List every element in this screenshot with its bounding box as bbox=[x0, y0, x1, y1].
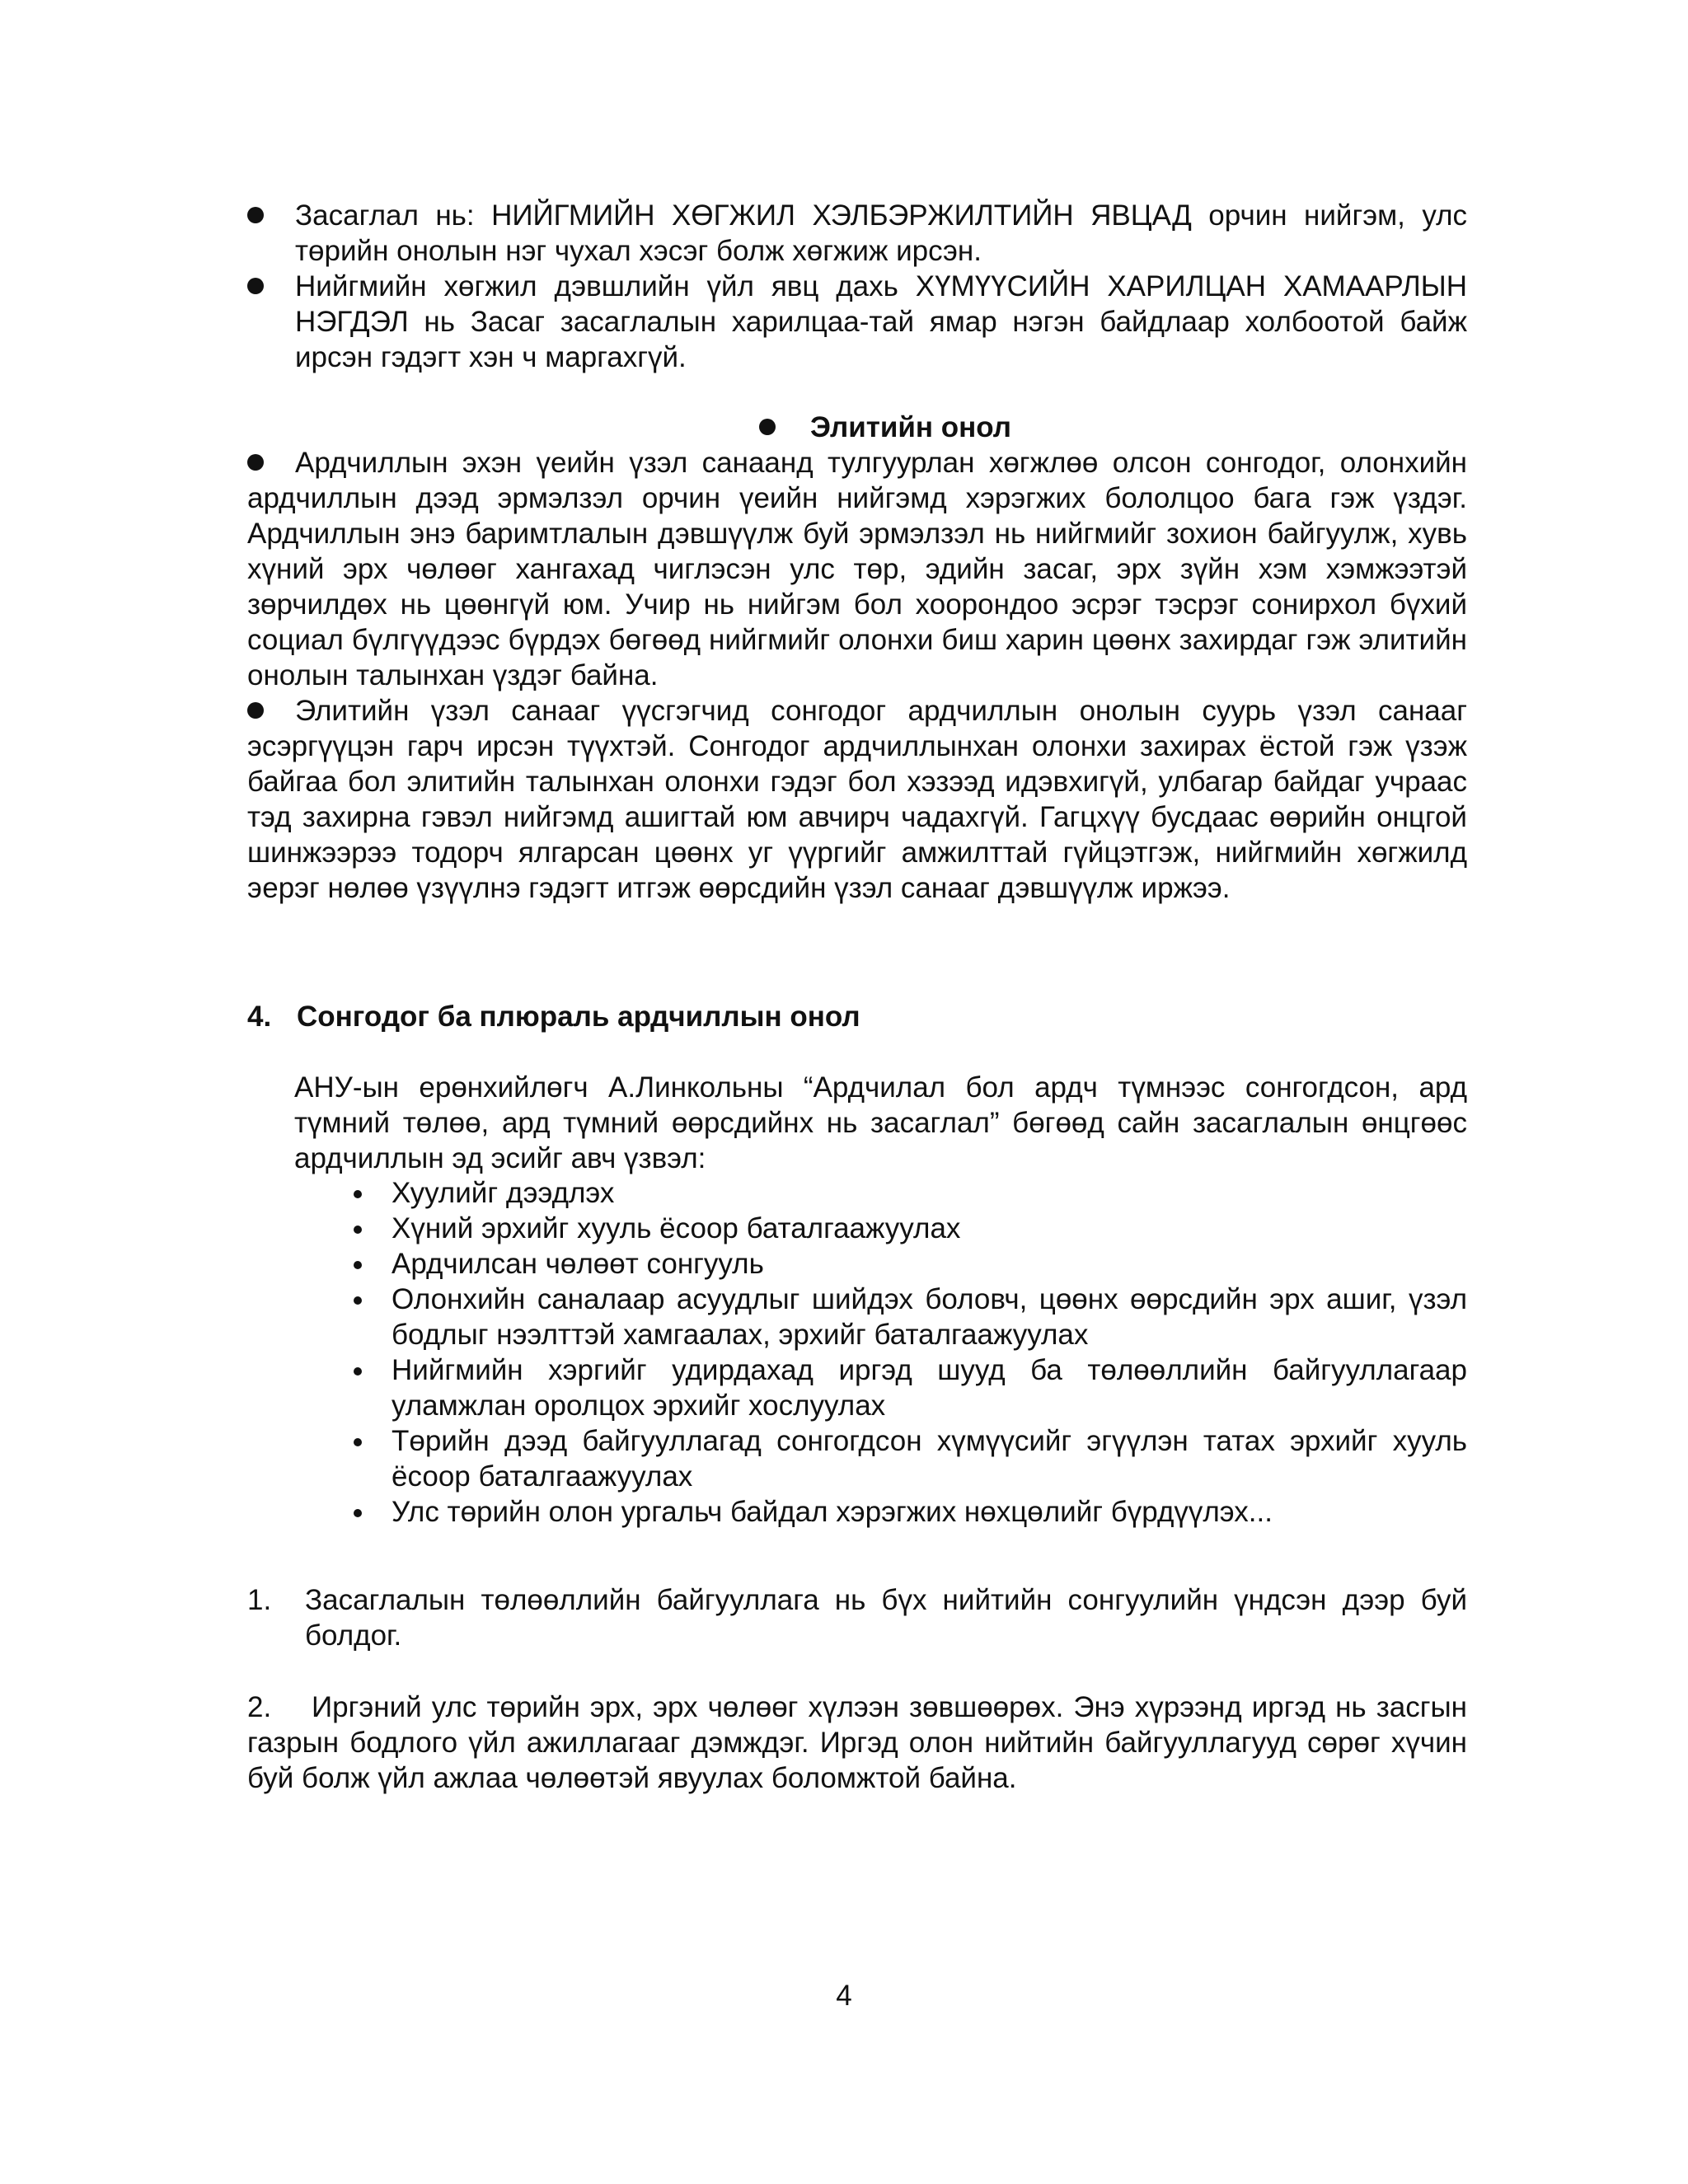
list-item-text: Нийгмийн хэргийг удирдахад иргэд шууд ба төлөөллийн байгууллагаар уламжлан оролцох эрхийг хослуулах bbox=[392, 1354, 1467, 1422]
point-number: 1. bbox=[247, 1584, 272, 1616]
list-item-text: Хуулийг дээдлэх bbox=[392, 1177, 615, 1209]
bullet-icon bbox=[354, 1438, 362, 1446]
elite-paragraph bbox=[247, 693, 1467, 906]
point-number: 2. bbox=[247, 1691, 272, 1723]
intro-bullet-text: Засаглал нь: НИЙГМИЙН ХӨГЖИЛ ХЭЛБЭРЖИЛТИЙН ЯВЦАД орчин нийгэм, улс төрийн онолын нэг чухал хэсэг болж хөгжиж ирсэн. bbox=[295, 199, 1467, 267]
elite-paragraph-text: Ардчиллын эхэн үеийн үзэл санаанд тулгуурлан хөгжлөө олсон сонгодог, олонхийн ардчиллын дээд эрмэлзэл орчин үеийн нийгэмд хэрэгжих бололцоо бага гэж үздэг. Ардчиллын энэ баримтлалын дэвшүүлж буй эрмэлзэл нь нийгмийг зохион байгуулж, хувь хүний эрх чөлөөг хангахад чиглэсэн улс төр, эдийн засаг, эрх зүйн хэм хэмжээтэй зөрчилдөх нь цөөнгүй юм. Учир нь нийгэм бол хоорондоо эсрэг тэсрэг сонирхол бүхий социал бүлгүүдээс бүрдэх бөгөөд нийгмийг олонхи биш харин цөөнх захирдаг гэж элитийн онолын талынхан үздэг байна. bbox=[247, 447, 1467, 691]
list-item-text: Ардчилсан чөлөөт сонгууль bbox=[392, 1248, 764, 1280]
section-4-title bbox=[247, 999, 860, 1034]
list-item-text: Төрийн дээд байгууллагад сонгогдсон хүмүүсийг эгүүлэн татах эрхийг хууль ёсоор баталгаажуулах bbox=[392, 1425, 1467, 1493]
bullet-icon bbox=[247, 207, 264, 223]
elite-paragraphs bbox=[247, 445, 1467, 906]
page-number: 4 bbox=[836, 1980, 852, 2012]
point-text: Засаглалын төлөөллийн байгууллага нь бүх нийтийн сонгуулийн үндсэн дээр буй болдог. bbox=[305, 1584, 1467, 1652]
section-title-text: Сонгодог ба плюраль ардчиллын онол bbox=[297, 1001, 860, 1033]
bullet-icon bbox=[354, 1226, 362, 1234]
elite-section-heading bbox=[0, 410, 1688, 445]
intro-bullet-item bbox=[247, 269, 1467, 375]
list-item bbox=[294, 1282, 1467, 1352]
intro-bullet-list bbox=[247, 198, 1467, 375]
bullet-icon bbox=[247, 702, 264, 719]
intro-bullet-text: Нийгмийн хөгжил дэвшлийн үйл явц дахь ХҮМҮҮСИЙН ХАРИЛЦАН ХАМААРЛЫН НЭГДЭЛ нь Засаг засаглалын харилцаа-тай ямар нэгэн байдлаар холбоотой байж ирсэн гэдэгт хэн ч маргахгүй. bbox=[295, 270, 1467, 373]
list-item bbox=[294, 1423, 1467, 1494]
list-item-text: Улс төрийн олон ургальч байдал хэрэгжих нөхцөлийг бүрдүүлэх... bbox=[392, 1496, 1273, 1528]
list-item-text: Олонхийн саналаар асуудлыг шийдэх боловч, цөөнх өөрсдийн эрх ашиг, үзэл бодлыг нээлттэй хамгаалах, эрхийг баталгаажуулах bbox=[392, 1283, 1467, 1351]
list-item bbox=[294, 1246, 1467, 1282]
democracy-features-list bbox=[294, 1175, 1467, 1530]
list-item bbox=[294, 1352, 1467, 1423]
intro-bullet-item bbox=[247, 198, 1467, 269]
list-item bbox=[294, 1175, 1467, 1211]
elite-paragraph bbox=[247, 445, 1467, 693]
bullet-icon bbox=[759, 419, 776, 435]
elite-heading-text: Элитийн онол bbox=[809, 411, 1012, 443]
elite-paragraph-text: Элитийн үзэл санааг үүсгэгчид сонгодог ардчиллын онолын суурь үзэл санааг эсэргүүцэн гарч ирсэн түүхтэй. Сонгодог ардчиллынхан олонхи захирах ёстой гэж үзэж байгаа бол элитийн талынхан олонхи гэдэг бол хэзээд идэвхигүй, улбагар байдаг учраас тэд захирна гэвэл нийгэмд ашигтай юм авчирч чадахгүй. Гагцхүү бусдаас өөрийн онцгой шинжээрээ тодорч ялгарсан цөөнх уг үүргийг амжилттай гүйцэтгэж, нийгмийн хөгжилд эерэг нөлөө үзүүлнэ гэдэгт итгэж өөрсдийн үзэл санааг дэвшүүлж иржээ. bbox=[247, 695, 1467, 904]
section-4-intro bbox=[294, 1070, 1467, 1176]
bullet-icon bbox=[354, 1296, 362, 1305]
list-item bbox=[294, 1211, 1467, 1246]
bullet-icon bbox=[354, 1261, 362, 1269]
section-intro-text: АНУ-ын ерөнхийлөгч А.Линкольны “Ардчилал бол ардч түмнээс сонгогдсон, ард түмний төлөө, ард түмний өөрсдийнх нь засаглал” бөгөөд сайн засаглалын өнцгөөс ардчиллын эд эсийг авч үзвэл: bbox=[294, 1071, 1467, 1174]
bullet-icon bbox=[354, 1190, 362, 1198]
bullet-icon bbox=[247, 278, 264, 294]
numbered-point-1 bbox=[247, 1582, 1467, 1653]
bullet-icon bbox=[247, 454, 264, 471]
list-item-text: Хүний эрхийг хууль ёсоор баталгаажуулах bbox=[392, 1212, 961, 1244]
bullet-icon bbox=[354, 1367, 362, 1376]
numbered-point-2 bbox=[247, 1690, 1467, 1796]
list-item bbox=[294, 1494, 1467, 1530]
bullet-icon bbox=[354, 1509, 362, 1517]
section-number: 4. bbox=[247, 1001, 272, 1033]
point-text: Иргэний улс төрийн эрх, эрх чөлөөг хүлээн зөвшөөрөх. Энэ хүрээнд иргэд нь засгын газрын бодлого үйл ажиллагааг дэмждэг. Иргэд олон нийтийн байгууллагууд сөрөг хүчин буй болж үйл ажлаа чөлөөтэй явуулах боломжтой байна. bbox=[247, 1691, 1467, 1794]
